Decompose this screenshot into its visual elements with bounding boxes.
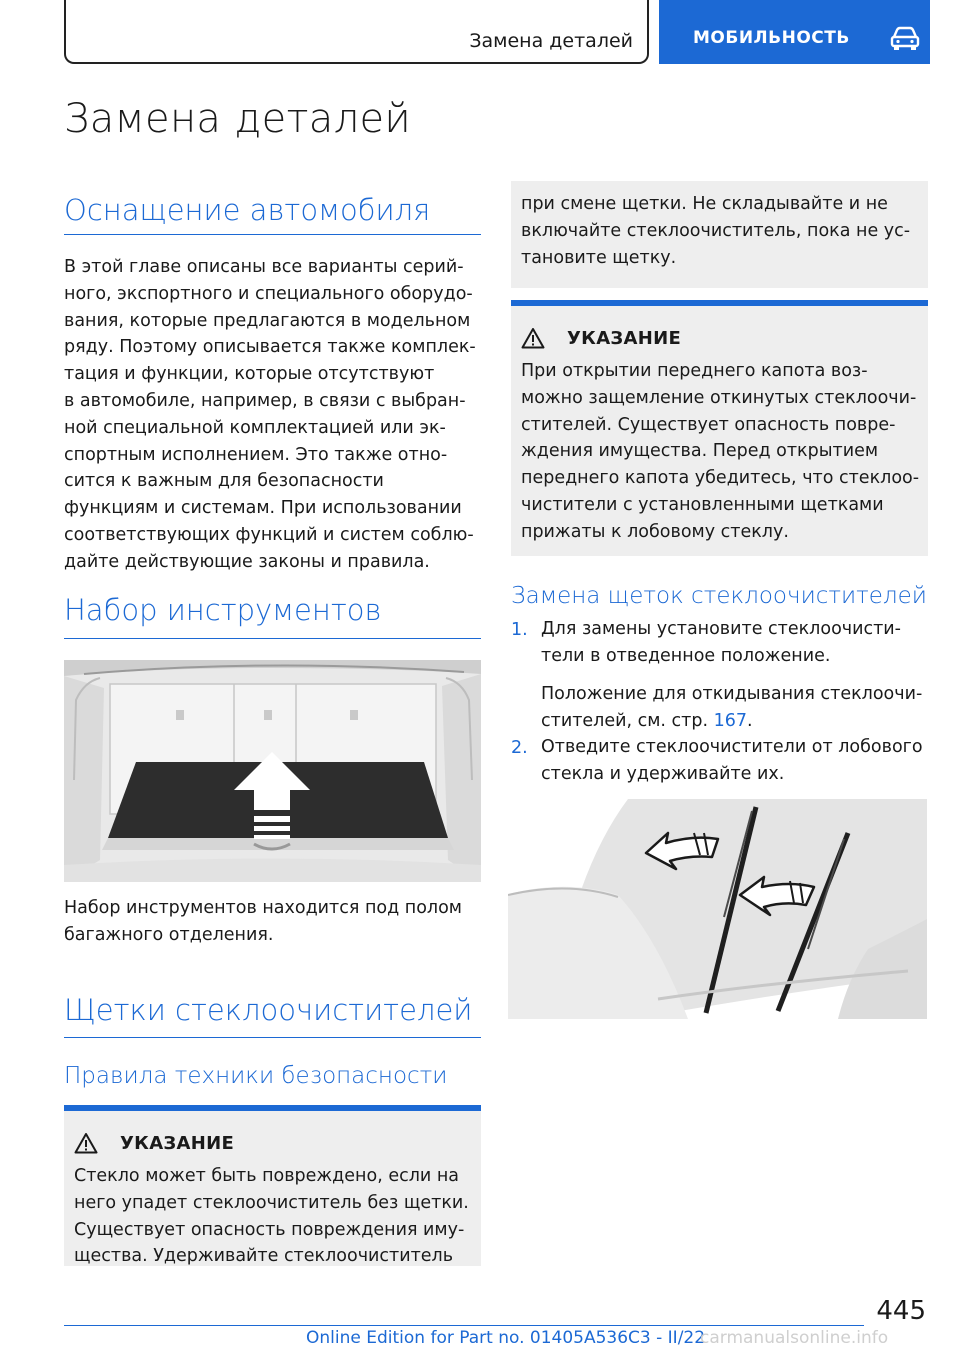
equipment-line: спортным исполнением. Это также отно- bbox=[64, 444, 448, 465]
toolkit-line: Набор инструментов находится под полом bbox=[64, 898, 462, 918]
equipment-line: ряду. Поэтому описывается также комплек- bbox=[64, 337, 476, 358]
equipment-paragraph bbox=[64, 254, 476, 576]
step-2-text bbox=[541, 734, 923, 788]
toolkit-line: багажного отделения. bbox=[64, 924, 274, 945]
wiper-drawing bbox=[508, 799, 927, 1019]
note-1-header bbox=[74, 1131, 234, 1155]
trunk-illustration bbox=[64, 660, 481, 882]
step-1-sub-line-end: . bbox=[747, 710, 753, 731]
note-box-1 bbox=[64, 1105, 481, 1266]
toolkit-heading: Набор инструментов bbox=[64, 593, 382, 627]
wipers-heading: Щетки стеклоочистителей bbox=[64, 993, 473, 1027]
note-1-text bbox=[74, 1163, 469, 1270]
step-2-line: стекла и удерживайте их. bbox=[541, 763, 785, 784]
equipment-line: соответствующих функций и систем соблю- bbox=[64, 524, 474, 545]
warning-icon bbox=[521, 327, 545, 349]
footer-edition: Online Edition for Part no. 01405A536C3 - II/22 bbox=[306, 1328, 706, 1348]
step-2-number: 2. bbox=[511, 738, 528, 758]
step-2-line: Отведите стеклоочистители от лобового bbox=[541, 737, 923, 757]
warning-icon bbox=[74, 1132, 98, 1154]
step-1-text bbox=[541, 616, 901, 670]
equipment-line: ной специальной комплектацией или эк- bbox=[64, 417, 446, 438]
equipment-line: вания, которые предлагаются в модельном bbox=[64, 310, 471, 331]
note-1-line: включайте стеклоочиститель, пока не ус- bbox=[521, 220, 911, 241]
section-tab bbox=[659, 0, 930, 64]
equipment-line: в автомобиле, например, в связи с выбран- bbox=[64, 390, 466, 411]
note-2-line: прижаты к лобовому стеклу. bbox=[521, 521, 789, 542]
note-1-line: при смене щетки. Не складывайте и не bbox=[521, 194, 888, 214]
replace-blades-heading: Замена щеток стеклоочистителей bbox=[511, 583, 927, 609]
step-1-sub-line-2 bbox=[541, 708, 922, 735]
note-2-line: При открытии переднего капота воз- bbox=[521, 361, 868, 381]
toolkit-heading-rule bbox=[64, 638, 481, 639]
note-1-continued-text bbox=[521, 191, 910, 271]
safety-heading: Правила техники безопасности bbox=[64, 1063, 448, 1089]
note-1-line: него упадет стеклоочиститель без щетки. bbox=[74, 1192, 469, 1213]
note-1-line: Существует опасность повреждения иму- bbox=[74, 1219, 465, 1240]
step-1-line: тели в отведенное положение. bbox=[541, 645, 831, 666]
equipment-line: сится к важным для безопасности bbox=[64, 471, 384, 492]
note-1-title: УКАЗАНИЕ bbox=[120, 1132, 235, 1154]
note-2-title: УКАЗАНИЕ bbox=[567, 327, 682, 349]
note-1-line: тановите щетку. bbox=[521, 247, 677, 268]
step-1-subtext bbox=[541, 681, 922, 735]
step-1-sub-line: Положение для откидывания стеклоочи- bbox=[541, 684, 923, 704]
note-1-line: Стекло может быть повреждено, если на bbox=[74, 1166, 459, 1186]
note-2-line: стителей. Существует опасность повре- bbox=[521, 414, 896, 435]
note-2-line: чистители с установленными щетками bbox=[521, 494, 884, 515]
equipment-heading-rule bbox=[64, 234, 481, 235]
toolkit-paragraph bbox=[64, 895, 462, 949]
note-1-line: щества. Удерживайте стеклоочиститель bbox=[74, 1246, 454, 1267]
step-1-sub-line-text: стителей, см. стр. bbox=[541, 710, 714, 731]
equipment-line: тация и функции, которые отсутствуют bbox=[64, 364, 435, 385]
footer-rule bbox=[64, 1325, 864, 1326]
watermark: carmanualsonline.info bbox=[700, 1328, 889, 1348]
chapter-tab-label: Замена деталей bbox=[469, 30, 633, 52]
equipment-line: ного, экспортного и специального оборудо- bbox=[64, 283, 473, 304]
equipment-heading: Оснащение автомобиля bbox=[64, 193, 431, 227]
page-reference-link[interactable]: 167 bbox=[713, 710, 748, 731]
chapter-tab bbox=[64, 0, 649, 64]
step-1-line: Для замены установите стеклоочисти- bbox=[541, 619, 901, 639]
note-box-1-continued bbox=[511, 181, 928, 288]
equipment-line: В этой главе описаны все варианты серий- bbox=[64, 257, 464, 277]
wipers-heading-rule bbox=[64, 1037, 481, 1038]
note-2-line: переднего капота убедитесь, что стеклоо- bbox=[521, 468, 920, 489]
note-2-header bbox=[521, 326, 681, 350]
page-title: Замена деталей bbox=[64, 96, 412, 142]
step-1-number: 1. bbox=[511, 620, 528, 640]
section-tab-label: МОБИЛЬНОСТЬ bbox=[693, 28, 850, 48]
note-2-line: можно защемление откинутых стеклоочи- bbox=[521, 387, 917, 408]
page-number: 445 bbox=[876, 1296, 926, 1326]
note-2-line: ждения имущества. Перед открытием bbox=[521, 441, 879, 462]
note-2-text bbox=[521, 358, 919, 546]
trunk-drawing bbox=[64, 660, 481, 882]
equipment-line: дайте действующие законы и правила. bbox=[64, 551, 430, 572]
car-icon bbox=[890, 26, 920, 52]
note-box-2 bbox=[511, 300, 928, 556]
wiper-illustration bbox=[508, 799, 927, 1019]
equipment-line: функциям и системам. При использовании bbox=[64, 498, 462, 519]
